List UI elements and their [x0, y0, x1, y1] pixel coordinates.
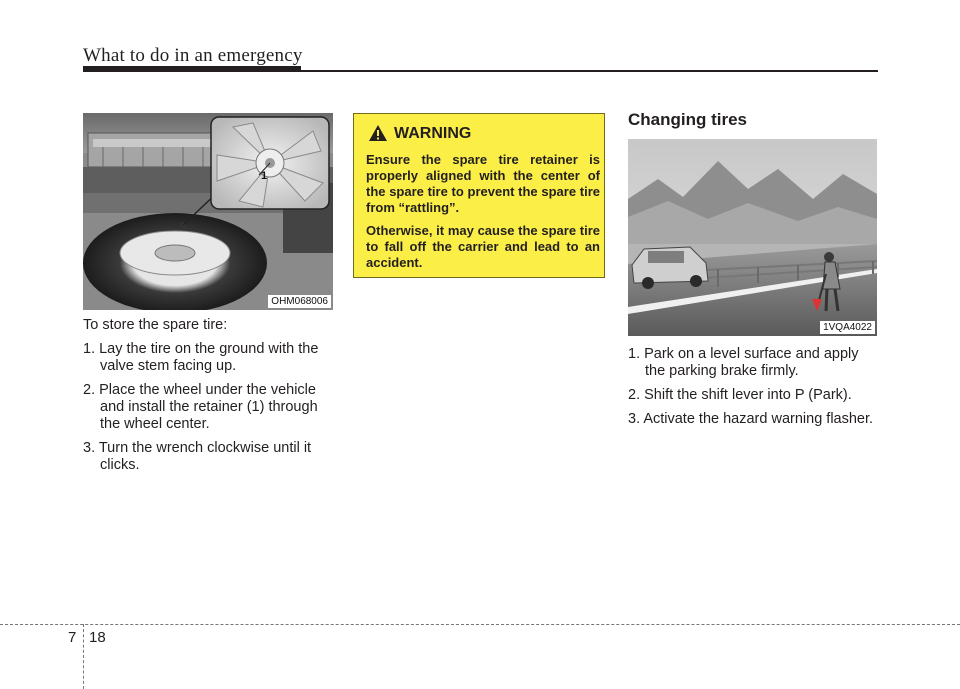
left-column — [83, 317, 335, 481]
store-spare-intro: To store the spare tire: — [83, 317, 228, 333]
list-item: 2. Place the wheel under the vehicle and install the retainer (1) through the wheel center. — [83, 382, 318, 432]
list-item: 3. Activate the hazard warning flasher. — [628, 411, 874, 427]
page-header-title: What to do in an emergency — [83, 45, 303, 66]
figure-right-label: 1VQA4022 — [820, 321, 875, 334]
footer-divider — [0, 624, 960, 625]
figure-left-label: OHM068006 — [268, 295, 331, 308]
chapter-number: 7 — [68, 629, 77, 646]
list-item: 1. Park on a level surface and apply the parking brake firmly. — [628, 346, 859, 379]
roadside-illustration — [628, 139, 877, 336]
list-item: 3. Turn the wrench clockwise until it clicks. — [83, 440, 312, 473]
right-column — [628, 346, 878, 435]
warning-paragraph: Ensure the spare tire retainer is properly aligned with the center of the spare tire to prevent the spare tire from “rattling”. — [366, 152, 600, 215]
warning-paragraph: Otherwise, it may cause the spare tire to fall off the carrier and lead to an accident. — [366, 223, 600, 270]
warning-box — [353, 113, 605, 278]
warning-text — [366, 152, 600, 278]
footer-vertical-divider — [83, 624, 84, 689]
warning-triangle-icon — [368, 124, 388, 147]
list-item: 2. Shift the shift lever into P (Park). — [628, 387, 852, 403]
spare-tire-illustration — [83, 113, 333, 310]
warning-title: WARNING — [394, 125, 472, 142]
header-rule — [83, 70, 878, 72]
page-number: 18 — [89, 629, 106, 646]
changing-tires-steps — [628, 346, 878, 428]
store-spare-steps — [83, 341, 335, 474]
retainer-callout: 1 — [261, 170, 268, 182]
section-heading: Changing tires — [628, 110, 748, 129]
list-item: 1. Lay the tire on the ground with the valve stem facing up. — [83, 341, 319, 374]
